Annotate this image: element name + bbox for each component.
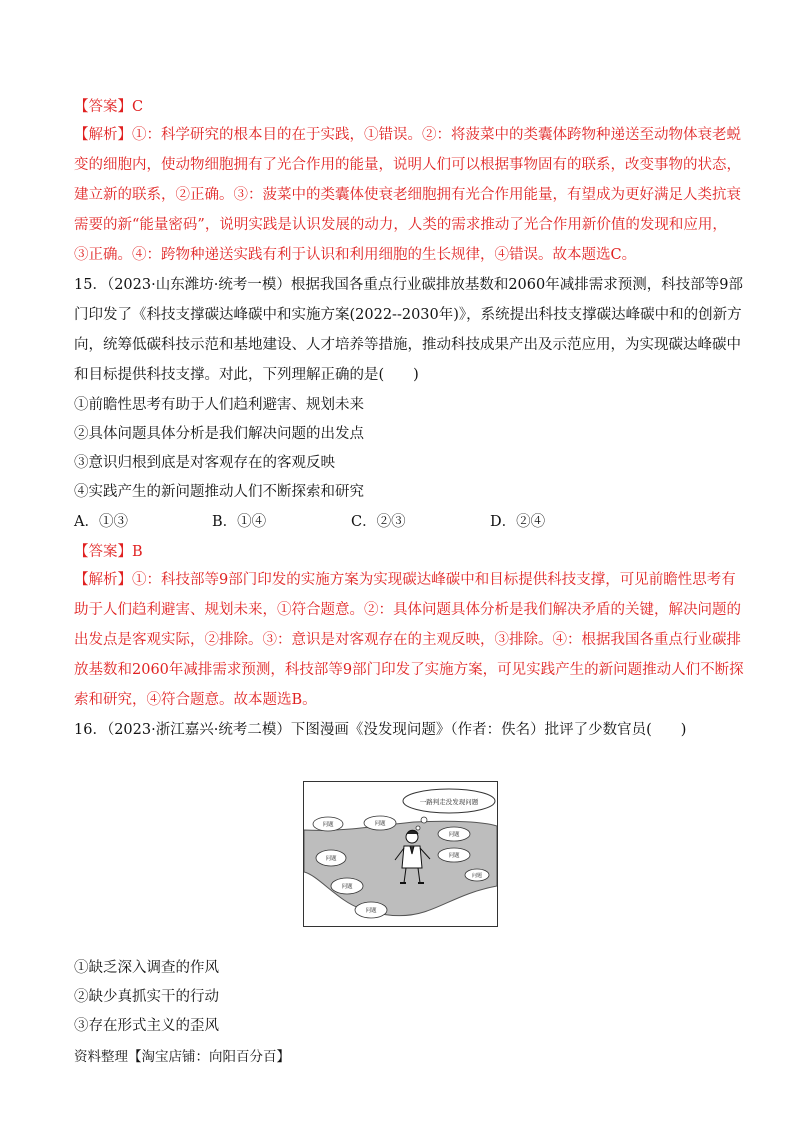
q15-analysis-line: 助于人们趋利避害、规划未来，①符合题意。②：具体问题具体分析是我们解决矛盾的关键，解决问题的 bbox=[74, 602, 741, 618]
q14-analysis-line: 建立新的联系，②正确。③：菠菜中的类囊体使衰老细胞拥有光合作用能量，有望成为更好满足人类抗衰 bbox=[74, 187, 741, 203]
q16-statement: ①缺乏深入调查的作风 bbox=[74, 960, 219, 976]
cartoon-drawing bbox=[304, 782, 497, 926]
stone-label: 问题 bbox=[471, 873, 483, 879]
stone bbox=[465, 869, 489, 881]
stone-label: 问题 bbox=[365, 908, 377, 914]
thought-text: 一路判走没发现问题 bbox=[419, 798, 479, 806]
cartoon-image bbox=[303, 781, 498, 927]
q16-stem: 16．（2023·浙江嘉兴·统考二模）下图漫画《没发现问题》（作者：佚名）批评了少数官员( ) bbox=[74, 722, 687, 738]
q15-option-d: D．②④ bbox=[490, 514, 546, 530]
stone-label: 问题 bbox=[374, 821, 386, 827]
q16-statement: ②缺少真抓实干的行动 bbox=[74, 989, 219, 1005]
stone bbox=[316, 850, 346, 866]
q15-statement: ②具体问题具体分析是我们解决问题的出发点 bbox=[74, 426, 364, 442]
stone-label: 问题 bbox=[448, 853, 460, 859]
stone bbox=[313, 817, 343, 831]
stone bbox=[438, 827, 470, 841]
stone-label: 问题 bbox=[448, 832, 460, 838]
q15-option-c: C．②③ bbox=[351, 514, 406, 530]
q14-analysis-line: 【解析】①：科学研究的根本目的在于实践，①错误。②：将菠菜中的类囊体跨物种递送至动物体衰老蜕 bbox=[74, 127, 741, 143]
stone-label: 问题 bbox=[341, 884, 353, 890]
q15-analysis-line: 出发点是客观实际，②排除。③：意识是对客观存在的主观反映，③排除。④：根据我国各重点行业碳排 bbox=[74, 632, 741, 648]
stone bbox=[364, 816, 396, 830]
q15-option-a: A．①③ bbox=[74, 514, 128, 530]
q15-statement: ③意识归根到底是对客观存在的客观反映 bbox=[74, 455, 335, 471]
q15-stem-line: 向，统筹低碳科技示范和基地建设、人才培养等措施，推动科技成果产出及示范应用，为实现碳达峰碳中 bbox=[74, 337, 741, 353]
q15-answer: 【答案】B bbox=[74, 544, 143, 560]
q15-option-b: B．①④ bbox=[212, 514, 267, 530]
stone-label: 问题 bbox=[322, 822, 334, 828]
stone-label: 问题 bbox=[325, 856, 337, 862]
q15-analysis-line: 放基数和2060年减排需求预测，科技部等9部门印发了实施方案，可见实践产生的新问题推动人们不断探 bbox=[74, 662, 744, 678]
page-footer: 资料整理【淘宝店铺：向阳百分百】 bbox=[74, 1049, 290, 1065]
q15-statement: ④实践产生的新问题推动人们不断探索和研究 bbox=[74, 484, 364, 500]
thought-dot bbox=[416, 826, 420, 830]
thought-dot bbox=[421, 817, 427, 823]
q15-analysis-line: 【解析】①：科技部等9部门印发的实施方案为实现碳达峰碳中和目标提供科技支撑，可见前瞻性思考有 bbox=[74, 572, 736, 588]
q15-stem-line: 门印发了《科技支撑碳达峰碳中和实施方案(2022--2030年)》，系统提出科技支撑碳达峰碳中和的创新方 bbox=[74, 307, 742, 323]
q15-analysis-line: 索和研究，④符合题意。故本题选B。 bbox=[74, 692, 317, 708]
q14-analysis-line: 需要的新“能量密码”，说明实践是认识发展的动力，人类的需求推动了光合作用新价值的发现和应用， bbox=[74, 217, 727, 233]
q15-stem-line: 和目标提供科技支撑。对此，下列理解正确的是( ) bbox=[74, 367, 419, 383]
stone bbox=[355, 902, 387, 918]
q15-stem-line: 15．（2023·山东潍坊·统考一模）根据我国各重点行业碳排放基数和2060年减排需求预测，科技部等9部 bbox=[74, 277, 743, 293]
q14-analysis-line: ③正确。④：跨物种递送实践有利于认识和利用细胞的生长规律，④错误。故本题选C。 bbox=[74, 247, 637, 263]
q15-statement: ①前瞻性思考有助于人们趋利避害、规划未来 bbox=[74, 397, 364, 413]
q14-analysis-line: 变的细胞内，使动物细胞拥有了光合作用的能量，说明人们可以根据事物固有的联系，改变事物的状态， bbox=[74, 157, 741, 173]
q14-answer: 【答案】C bbox=[74, 99, 144, 115]
stone bbox=[438, 848, 470, 862]
stone bbox=[331, 878, 363, 894]
q16-statement: ③存在形式主义的歪风 bbox=[74, 1018, 219, 1034]
